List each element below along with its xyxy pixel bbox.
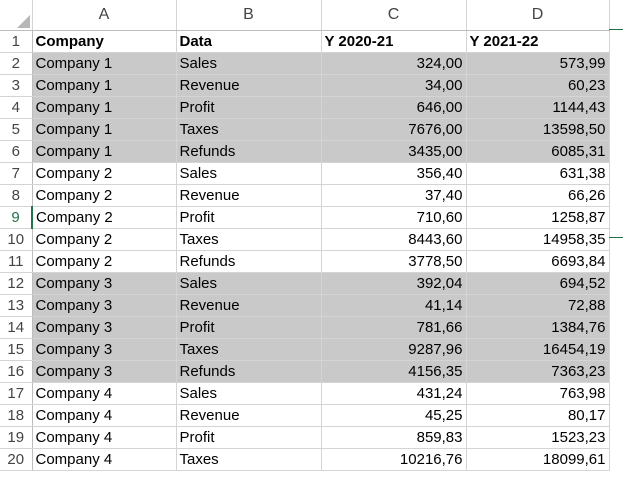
cell[interactable]: Company 2 xyxy=(32,162,176,184)
cell[interactable]: Company 1 xyxy=(32,140,176,162)
cell[interactable]: Company 3 xyxy=(32,316,176,338)
cell[interactable]: 37,40 xyxy=(321,184,466,206)
cell[interactable]: Refunds xyxy=(176,140,321,162)
row-header[interactable]: 12 xyxy=(0,272,32,294)
table-row xyxy=(0,74,609,96)
row-header[interactable]: 16 xyxy=(0,360,32,382)
row-header[interactable]: 11 xyxy=(0,250,32,272)
cell[interactable]: Company 3 xyxy=(32,272,176,294)
cell[interactable]: 34,00 xyxy=(321,74,466,96)
cell[interactable]: 4156,35 xyxy=(321,360,466,382)
table-row xyxy=(0,118,609,140)
cell[interactable]: Sales xyxy=(176,382,321,404)
cell[interactable]: Taxes xyxy=(176,338,321,360)
table-row xyxy=(0,360,609,382)
row-header[interactable]: 10 xyxy=(0,228,32,250)
cell[interactable]: 710,60 xyxy=(321,206,466,228)
table-row xyxy=(0,404,609,426)
row-header[interactable]: 3 xyxy=(0,74,32,96)
row-header[interactable]: 1 xyxy=(0,30,32,52)
cell[interactable]: 9287,96 xyxy=(321,338,466,360)
table-row xyxy=(0,316,609,338)
row-header[interactable]: 20 xyxy=(0,448,32,470)
cell[interactable]: 13598,50 xyxy=(466,118,609,140)
select-all-triangle-icon xyxy=(17,15,30,28)
cell[interactable]: Company 2 xyxy=(32,184,176,206)
cell[interactable]: 573,99 xyxy=(466,52,609,74)
cell[interactable]: 1384,76 xyxy=(466,316,609,338)
cell[interactable]: 7676,00 xyxy=(321,118,466,140)
cell[interactable]: 356,40 xyxy=(321,162,466,184)
cell[interactable]: 7363,23 xyxy=(466,360,609,382)
column-header-c[interactable]: C xyxy=(321,0,466,30)
cell[interactable]: 6693,84 xyxy=(466,250,609,272)
table-row xyxy=(0,382,609,404)
table-row xyxy=(0,294,609,316)
cell[interactable]: 72,88 xyxy=(466,294,609,316)
cell[interactable]: 8443,60 xyxy=(321,228,466,250)
cell[interactable]: Company 1 xyxy=(32,74,176,96)
cell[interactable]: 14958,35 xyxy=(466,228,609,250)
table-row xyxy=(0,228,609,250)
row-header[interactable]: 19 xyxy=(0,426,32,448)
row-header[interactable]: 2 xyxy=(0,52,32,74)
selection-border-bottom xyxy=(609,237,623,238)
cell[interactable]: Profit xyxy=(176,206,321,228)
row-header[interactable]: 17 xyxy=(0,382,32,404)
row-header[interactable]: 6 xyxy=(0,140,32,162)
cell[interactable]: Taxes xyxy=(176,448,321,470)
cell[interactable]: Sales xyxy=(176,52,321,74)
cell[interactable]: Company xyxy=(32,30,176,52)
cell[interactable]: Profit xyxy=(176,316,321,338)
cell[interactable]: Company 1 xyxy=(32,52,176,74)
table-row xyxy=(0,206,609,228)
column-header-b[interactable]: B xyxy=(176,0,321,30)
cell[interactable]: Revenue xyxy=(176,404,321,426)
cell[interactable]: 60,23 xyxy=(466,74,609,96)
row-header[interactable]: 9 xyxy=(0,206,32,228)
cell[interactable]: Company 4 xyxy=(32,382,176,404)
cell[interactable]: Company 1 xyxy=(32,118,176,140)
cell[interactable]: Revenue xyxy=(176,184,321,206)
cell[interactable]: Company 4 xyxy=(32,426,176,448)
cell[interactable]: Sales xyxy=(176,272,321,294)
cell[interactable]: 781,66 xyxy=(321,316,466,338)
cell[interactable]: Company 1 xyxy=(32,96,176,118)
cell[interactable]: 66,26 xyxy=(466,184,609,206)
column-header-d[interactable]: D xyxy=(466,0,609,30)
cell[interactable]: Profit xyxy=(176,426,321,448)
table-row xyxy=(0,30,609,52)
table-row xyxy=(0,162,609,184)
cell[interactable]: 859,83 xyxy=(321,426,466,448)
row-header[interactable]: 13 xyxy=(0,294,32,316)
cell[interactable]: Company 4 xyxy=(32,404,176,426)
cell[interactable]: Refunds xyxy=(176,360,321,382)
cell[interactable]: Revenue xyxy=(176,294,321,316)
row-header[interactable]: 5 xyxy=(0,118,32,140)
cell[interactable]: 1523,23 xyxy=(466,426,609,448)
table-row xyxy=(0,250,609,272)
cell[interactable]: Company 2 xyxy=(32,206,176,228)
cell[interactable]: 45,25 xyxy=(321,404,466,426)
select-all-button[interactable] xyxy=(0,0,32,30)
cell[interactable]: Company 2 xyxy=(32,250,176,272)
cell[interactable]: Company 2 xyxy=(32,228,176,250)
cell[interactable]: Y 2021-22 xyxy=(466,30,609,52)
cell[interactable]: Taxes xyxy=(176,118,321,140)
row-header[interactable]: 8 xyxy=(0,184,32,206)
cell[interactable]: 41,14 xyxy=(321,294,466,316)
cell[interactable]: 694,52 xyxy=(466,272,609,294)
cell[interactable]: 1144,43 xyxy=(466,96,609,118)
cell[interactable]: Profit xyxy=(176,96,321,118)
cell[interactable]: Taxes xyxy=(176,228,321,250)
table-row xyxy=(0,426,609,448)
row-header[interactable]: 18 xyxy=(0,404,32,426)
cell[interactable]: Data xyxy=(176,30,321,52)
row-header[interactable]: 14 xyxy=(0,316,32,338)
cell[interactable]: 1258,87 xyxy=(466,206,609,228)
cell[interactable]: 10216,76 xyxy=(321,448,466,470)
cell[interactable]: Company 3 xyxy=(32,360,176,382)
row-header[interactable]: 4 xyxy=(0,96,32,118)
cell[interactable]: 646,00 xyxy=(321,96,466,118)
table-row xyxy=(0,338,609,360)
row-header[interactable]: 7 xyxy=(0,162,32,184)
cell[interactable]: Company 3 xyxy=(32,294,176,316)
cell[interactable]: 16454,19 xyxy=(466,338,609,360)
cell[interactable]: Company 4 xyxy=(32,448,176,470)
cell[interactable]: Refunds xyxy=(176,250,321,272)
cell[interactable]: 324,00 xyxy=(321,52,466,74)
cell[interactable]: 431,24 xyxy=(321,382,466,404)
table-row xyxy=(0,140,609,162)
selection-border-top xyxy=(609,29,623,30)
table-row xyxy=(0,96,609,118)
column-header-a[interactable]: A xyxy=(32,0,176,30)
cell[interactable]: Sales xyxy=(176,162,321,184)
cell[interactable]: 392,04 xyxy=(321,272,466,294)
column-header-row xyxy=(0,0,609,30)
table-row xyxy=(0,272,609,294)
cell[interactable]: Revenue xyxy=(176,74,321,96)
cell[interactable]: 80,17 xyxy=(466,404,609,426)
table-row xyxy=(0,448,609,470)
cell[interactable]: Company 3 xyxy=(32,338,176,360)
cell[interactable]: 763,98 xyxy=(466,382,609,404)
table-row xyxy=(0,52,609,74)
cell[interactable]: 3435,00 xyxy=(321,140,466,162)
cell[interactable]: 18099,61 xyxy=(466,448,609,470)
cell[interactable]: 6085,31 xyxy=(466,140,609,162)
cell[interactable]: 3778,50 xyxy=(321,250,466,272)
table-row xyxy=(0,184,609,206)
cell[interactable]: 631,38 xyxy=(466,162,609,184)
row-header[interactable]: 15 xyxy=(0,338,32,360)
cell[interactable]: Y 2020-21 xyxy=(321,30,466,52)
